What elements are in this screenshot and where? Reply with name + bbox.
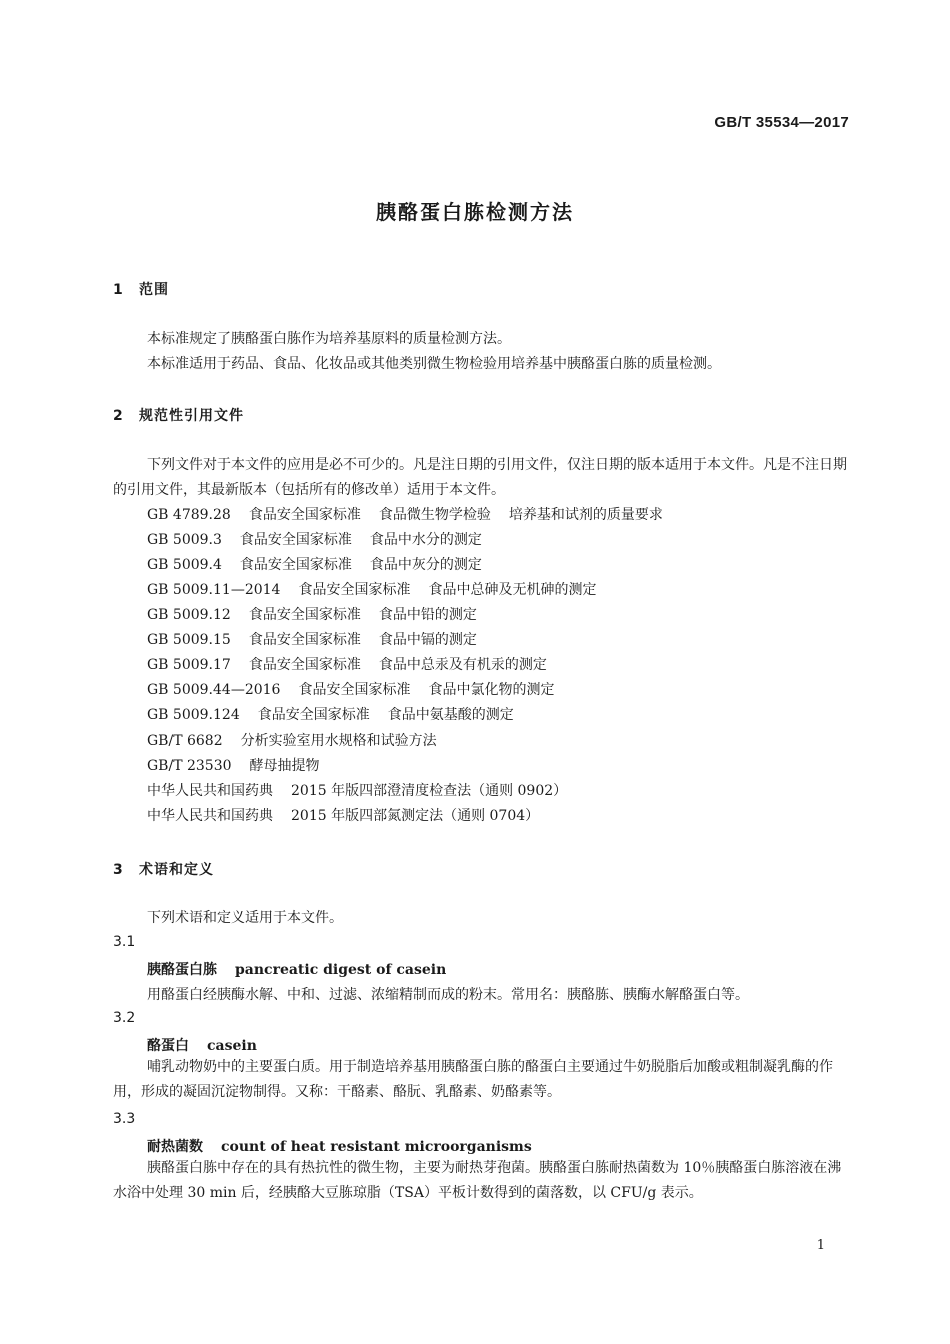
reference-title-part: 食品中总砷及无机砷的测定 [428,582,597,598]
term-english: count of heat resistant microorganisms [221,1139,532,1155]
reference-item [147,654,547,674]
section-2-heading [113,405,244,425]
term-chinese: 耐热菌数 [147,1139,203,1155]
scope-paragraph-1: 本标准规定了胰酪蛋白胨作为培养基原料的质量检测方法。 [147,331,511,347]
reference-item [147,679,554,699]
clause-number: 3.3 [113,1111,136,1127]
reference-title-part: 酵母抽提物 [249,758,320,774]
reference-title-part: 食品中总汞及有机汞的测定 [378,657,547,673]
scope-paragraph-2: 本标准适用于药品、食品、化妆品或其他类别微生物检验用培养基中胰酪蛋白胨的质量检测。 [147,356,721,372]
reference-title-part: 2015 年版四部澄清度检查法（通则 0902） [291,783,568,799]
reference-item [147,554,482,574]
section-3-heading [113,859,214,879]
standard-code: GB/T 35534—2017 [714,114,849,131]
reference-item [147,629,477,649]
reference-code: GB 4789.28 [147,507,231,523]
term-chinese: 酪蛋白 [147,1038,189,1054]
section-title: 规范性引用文件 [139,408,244,424]
clause-number: 3.2 [113,1010,136,1026]
section-1-heading [113,279,169,299]
reference-item [147,704,514,724]
reference-title-part: 食品安全国家标准 [298,682,411,698]
reference-code: GB 5009.4 [147,557,222,573]
reference-title-part: 食品中镉的测定 [378,632,477,648]
section-number: 1 [113,282,124,298]
reference-item [147,730,437,750]
reference-code: GB/T 23530 [147,758,232,774]
reference-title-part: 食品中氨基酸的测定 [387,707,514,723]
reference-title-part: 2015 年版四部氮测定法（通则 0704） [291,808,540,824]
term-definition: 胰酪蛋白胨中存在的具有热抗性的微生物，主要为耐热芽孢菌。胰酪蛋白胨耐热菌数为 10％胰酪蛋白胨溶液在沸水浴中处理 30 min 后，经胰酪大豆胨琼脂（TSA）平板计数得到的菌落数，以 CFU/g 表示。 [113,1160,842,1201]
term-english: casein [207,1038,257,1054]
terms-intro: 下列术语和定义适用于本文件。 [147,910,343,926]
reference-title-part: 食品中灰分的测定 [369,557,482,573]
term-heading [147,1136,532,1156]
reference-title-part: 食品中氯化物的测定 [428,682,555,698]
reference-title-part: 食品安全国家标准 [239,532,352,548]
reference-code: GB 5009.44—2016 [147,682,281,698]
reference-item [147,529,482,549]
reference-code: GB 5009.17 [147,657,231,673]
reference-title-part: 食品中铅的测定 [378,607,477,623]
reference-code: 中华人民共和国药典 [147,808,273,824]
reference-code: 中华人民共和国药典 [147,783,273,799]
reference-code: GB/T 6682 [147,733,223,749]
clause-number: 3.1 [113,934,136,950]
reference-title-part: 食品安全国家标准 [248,632,361,648]
reference-title-part: 分析实验室用水规格和试验方法 [240,733,437,749]
reference-title-part: 食品安全国家标准 [239,557,352,573]
page-number: 1 [816,1238,825,1253]
reference-code: GB 5009.3 [147,532,222,548]
reference-item [147,805,539,825]
section-title: 范围 [139,282,169,298]
section-number: 2 [113,408,124,424]
term-english: pancreatic digest of casein [235,962,447,978]
term-definition: 哺乳动物奶中的主要蛋白质。用于制造培养基用胰酪蛋白胨的酪蛋白主要通过牛奶脱脂后加酸或粗制凝乳酶的作用，形成的凝固沉淀物制得。又称：干酪素、酪朊、乳酪素、奶酪素等。 [113,1059,833,1100]
document-title: 胰酪蛋白胨检测方法 [376,200,574,224]
references-intro: 下列文件对于本文件的应用是必不可少的。凡是注日期的引用文件，仅注日期的版本适用于本文件。凡是不注日期的引用文件，其最新版本（包括所有的修改单）适用于本文件。 [113,457,847,498]
reference-code: GB 5009.12 [147,607,231,623]
reference-title-part: 食品安全国家标准 [298,582,411,598]
section-number: 3 [113,862,124,878]
reference-title-part: 食品安全国家标准 [257,707,370,723]
term-heading [147,959,446,979]
reference-item [147,579,596,599]
term-definition: 用酪蛋白经胰酶水解、中和、过滤、浓缩精制而成的粉末。常用名：胰酪胨、胰酶水解酪蛋白等。 [147,987,749,1003]
reference-code: GB 5009.15 [147,632,231,648]
reference-item [147,755,320,775]
reference-item [147,604,477,624]
term-heading [147,1035,257,1055]
reference-title-part: 培养基和试剂的质量要求 [508,507,663,523]
reference-title-part: 食品安全国家标准 [248,607,361,623]
reference-code: GB 5009.11—2014 [147,582,281,598]
reference-title-part: 食品安全国家标准 [248,657,361,673]
reference-title-part: 食品微生物学检验 [378,507,491,523]
reference-item [147,504,663,524]
reference-title-part: 食品中水分的测定 [369,532,482,548]
section-title: 术语和定义 [139,862,214,878]
reference-code: GB 5009.124 [147,707,240,723]
reference-title-part: 食品安全国家标准 [248,507,361,523]
term-chinese: 胰酪蛋白胨 [147,962,217,978]
reference-item [147,780,567,800]
